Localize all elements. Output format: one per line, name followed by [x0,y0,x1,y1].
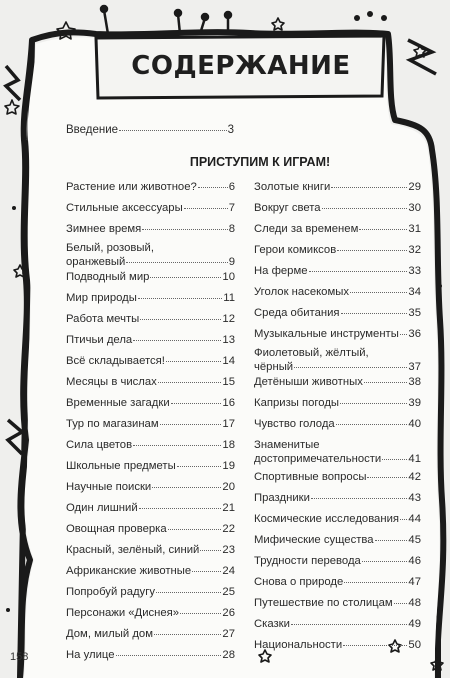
toc-entry-row [254,638,421,652]
dot-leader [364,381,408,383]
dot-leader [133,444,221,446]
dot-leader [362,560,408,562]
toc-entry-row [66,312,235,326]
toc-entry-row [254,396,421,410]
toc-entry-label: Школьные предметы [66,460,176,472]
toc-entry-label: На ферме [254,265,308,277]
toc-entry-page: 14 [222,355,235,367]
toc-entry[interactable] [254,346,421,374]
toc-entry[interactable] [66,222,235,236]
toc-entry-row [66,291,235,305]
toc-entry-label: чёрный [254,361,294,373]
toc-entry[interactable] [66,354,235,368]
toc-entry-label: Путешествие по столицам [254,597,393,609]
toc-entry-label: Мифические существа [254,534,374,546]
dot-leader [291,623,407,625]
toc-entry-page: 17 [222,418,235,430]
dot-leader [152,486,221,488]
toc-entry[interactable] [254,222,421,236]
dot-leader [198,186,228,188]
toc-entry-row [66,396,235,410]
dot-leader [133,339,221,341]
toc-entry[interactable] [254,554,421,568]
toc-entry[interactable] [66,564,235,578]
dot-leader [166,360,221,362]
toc-entry-label: Трудности перевода [254,555,361,567]
toc-entry-page: 3 [227,124,234,136]
toc-entry[interactable] [66,312,235,326]
dot-leader [382,458,407,460]
toc-entry-label: Красный, зелёный, синий [66,544,200,556]
dot-leader [139,507,222,509]
toc-entry-row [66,201,235,215]
dot-leader [309,270,408,272]
toc-entry[interactable] [254,243,421,257]
toc-entry[interactable] [66,201,235,215]
dot-leader [359,228,407,230]
toc-entry-label: Национальности [254,639,343,651]
dot-leader [126,261,227,263]
toc-entry-label: Один лишний [66,502,138,514]
toc-entry-row [254,306,421,320]
toc-entry[interactable] [66,291,235,305]
toc-entry-page: 45 [408,534,421,546]
toc-entry[interactable] [254,285,421,299]
dot-leader [311,497,408,499]
toc-entry-row [66,417,235,431]
toc-entry-label: Космические исследования [254,513,400,525]
toc-entry-row [66,564,235,578]
toc-entry-page: 49 [408,618,421,630]
toc-entry[interactable] [66,241,235,269]
toc-entry-page: 34 [408,286,421,298]
toc-entry[interactable] [254,180,421,194]
toc-entry-label: Стильные аксессуары [66,202,183,214]
toc-entry[interactable] [254,375,421,389]
toc-entry-label: Временные загадки [66,397,170,409]
dot-leader [138,297,222,299]
toc-entry-page: 20 [222,481,235,493]
toc-entry[interactable] [66,333,235,347]
toc-entry-label-line: Белый, розовый, [66,242,154,254]
toc-entry[interactable] [66,585,235,599]
toc-entry-page: 43 [408,492,421,504]
toc-entry[interactable] [66,501,235,515]
toc-entry-label: Сказки [254,618,290,630]
toc-entry-row [66,255,235,269]
toc-entry-row [254,554,421,568]
toc-entry-label: Дом, милый дом [66,628,153,640]
toc-entry-page: 13 [222,334,235,346]
toc-entry-row [66,606,235,620]
toc-entry-page: 48 [408,597,421,609]
toc-entry-page: 37 [408,361,421,373]
toc-entry-label: Детёныши животных [254,376,363,388]
dot-leader [160,423,222,425]
toc-entry-row [66,522,235,536]
page-title: СОДЕРЖАНИЕ [131,51,351,81]
toc-entry[interactable] [254,264,421,278]
dot-leader [171,402,222,404]
toc-entry-label: Золотые книги [254,181,331,193]
dot-leader [331,186,407,188]
toc-entry-row [254,470,421,484]
dot-leader [156,591,221,593]
toc-entry-page: 22 [222,523,235,535]
toc-entry-page: 32 [408,244,421,256]
toc-entry-row [254,264,421,278]
toc-entry-row [66,222,235,236]
toc-entry-label: Снова о природе [254,576,344,588]
toc-entry[interactable] [254,575,421,589]
dot-leader [119,129,227,131]
toc-entry[interactable] [66,648,235,662]
toc-entry-page: 42 [408,471,421,483]
toc-entry-label: Уголок насекомых [254,286,349,298]
toc-entry-page: 28 [222,649,235,661]
toc-entry-row [66,180,235,194]
dot-leader [158,381,222,383]
toc-entry-page: 40 [408,418,421,430]
toc-entry-row [254,222,421,236]
toc-entry[interactable] [66,522,235,536]
toc-entry-label: На улице [66,649,115,661]
toc-entry-label: Растение или животное? [66,181,197,193]
toc-entry-label: Научные поиски [66,481,152,493]
toc-entry-row [254,575,421,589]
toc-entry-label: Тур по магазинам [66,418,159,430]
toc-entry-row [66,333,235,347]
toc-entry-page: 6 [228,181,235,193]
toc-entry-row [254,243,421,257]
dot-leader [142,228,227,230]
toc-entry[interactable] [254,396,421,410]
page-number: 158 [10,651,29,663]
toc-entry-page: 39 [408,397,421,409]
toc-entry-row [66,354,235,368]
toc-entry-row [254,180,421,194]
toc-entry-page: 11 [223,292,235,304]
toc-entry[interactable] [254,533,421,547]
toc-entry[interactable] [66,270,235,284]
dot-leader [350,291,407,293]
toc-entry[interactable] [254,470,421,484]
toc-entry-page: 29 [408,181,421,193]
toc-entry-label: Праздники [254,492,310,504]
toc-entry-row [254,512,421,526]
toc-entry-label: Музыкальные инструменты [254,328,399,340]
toc-entry-label: Африканские животные [66,565,192,577]
toc-entry-label-line: Знаменитые [254,439,320,451]
toc-entry-row [254,201,421,215]
dot-leader [150,276,221,278]
toc-entry[interactable] [66,180,235,194]
toc-entry-page: 19 [222,460,235,472]
toc-entry[interactable] [254,438,421,466]
toc-entry-label: Всё складывается! [66,355,165,367]
toc-entry-row [66,501,235,515]
toc-entry-row [254,417,421,431]
toc-entry[interactable] [66,438,235,452]
toc-entry[interactable] [254,201,421,215]
dot-leader [184,207,228,209]
toc-entry-page: 16 [222,397,235,409]
dot-leader [168,528,222,530]
dot-leader [394,602,408,604]
toc-entry-label: Спортивные вопросы [254,471,367,483]
dot-leader [294,366,407,368]
toc-entry[interactable] [66,459,235,473]
toc-entry-page: 41 [408,453,421,465]
toc-entry-page: 36 [408,328,421,340]
toc-entry-label: Персонажи «Диснея» [66,607,180,619]
toc-entry-label: Попробуй радугу [66,586,155,598]
toc-entry-label: Зимнее время [66,223,142,235]
toc-entry-page: 25 [222,586,235,598]
toc-entry-label: Герои комиксов [254,244,337,256]
toc-entry-label: Следи за временем [254,223,359,235]
toc-entry-page: 30 [408,202,421,214]
toc-entry-row [254,327,421,341]
toc-entry-label: Мир природы [66,292,137,304]
dot-leader [322,207,408,209]
toc-entry-intro[interactable] [66,124,234,136]
toc-entry[interactable] [66,375,235,389]
toc-entry[interactable] [66,396,235,410]
toc-entry-row [254,360,421,374]
toc-entry-page: 35 [408,307,421,319]
toc-entry-label: оранжевый [66,256,126,268]
toc-entry[interactable] [66,627,235,641]
toc-entry[interactable] [254,327,421,341]
dot-leader [343,644,407,646]
toc-entry-label: Работа мечты [66,313,140,325]
toc-entry-page: 21 [222,502,235,514]
toc-entry-label: Среда обитания [254,307,340,319]
toc-entry-page: 50 [408,639,421,651]
toc-entry-row [66,627,235,641]
toc-entry-label: Месяцы в числах [66,376,157,388]
toc-entry[interactable] [66,606,235,620]
dot-leader [177,465,222,467]
dot-leader [400,333,408,335]
toc-entry-row [254,452,421,466]
toc-entry[interactable] [254,417,421,431]
toc-entry[interactable] [254,617,421,631]
toc-entry[interactable] [254,638,421,652]
toc-entry-label: Овощная проверка [66,523,167,535]
toc-entry-row [254,285,421,299]
toc-entry-page: 44 [408,513,421,525]
title-box [100,37,382,95]
toc-entry-page: 10 [222,271,235,283]
toc-entry-page: 47 [408,576,421,588]
toc-entry-page: 9 [228,256,235,268]
toc-entry-row [254,617,421,631]
toc-entry[interactable] [66,417,235,431]
toc-entry-page: 18 [222,439,235,451]
dot-leader [192,570,221,572]
toc-entry-row [66,438,235,452]
toc-entry[interactable] [254,512,421,526]
dot-leader [116,654,222,656]
section-heading: ПРИСТУПИМ К ИГРАМ! [189,155,331,169]
toc-entry-row [66,270,235,284]
toc-entry-page: 33 [408,265,421,277]
toc-entry[interactable] [66,543,235,557]
dot-leader [180,612,221,614]
toc-entry-label: достопримечательности [254,453,382,465]
dot-leader [140,318,221,320]
toc-entry-row [66,543,235,557]
toc-entry-row [254,491,421,505]
dot-leader [337,249,407,251]
toc-entry-page: 15 [222,376,235,388]
toc-entry-page: 24 [222,565,235,577]
toc-entry-label: Сила цветов [66,439,133,451]
toc-entry-row [66,459,235,473]
toc-entry-label: Введение [66,124,119,136]
dot-leader [375,539,408,541]
toc-entry-page: 31 [408,223,421,235]
toc-entry[interactable] [66,480,235,494]
toc-entry-label: Вокруг света [254,202,321,214]
dot-leader [336,423,408,425]
toc-entry-row [254,533,421,547]
toc-entry[interactable] [254,596,421,610]
dot-leader [400,518,407,520]
toc-entry-row [66,480,235,494]
toc-entry-page: 12 [222,313,235,325]
toc-entry-row [254,596,421,610]
toc-entry-page: 46 [408,555,421,567]
toc-entry-page: 27 [222,628,235,640]
dot-leader [154,633,221,635]
toc-entry-page: 23 [222,544,235,556]
toc-entry-page: 7 [228,202,235,214]
toc-entry-label: Капризы погоды [254,397,340,409]
toc-entry[interactable] [254,491,421,505]
toc-entry-row [66,648,235,662]
toc-entry-row [66,375,235,389]
toc-entry-label: Чувство голода [254,418,335,430]
toc-entry-label: Птичьи дела [66,334,133,346]
toc-entry-page: 8 [228,223,235,235]
dot-leader [341,312,408,314]
dot-leader [344,581,407,583]
toc-entry-label-line: Фиолетовый, жёлтый, [254,347,369,359]
toc-entry-row [66,585,235,599]
toc-entry-page: 26 [222,607,235,619]
dot-leader [367,476,407,478]
toc-entry-row [254,375,421,389]
dot-leader [200,549,221,551]
toc-entry[interactable] [254,306,421,320]
toc-entry-label: Подводный мир [66,271,150,283]
dot-leader [340,402,407,404]
toc-entry-page: 38 [408,376,421,388]
